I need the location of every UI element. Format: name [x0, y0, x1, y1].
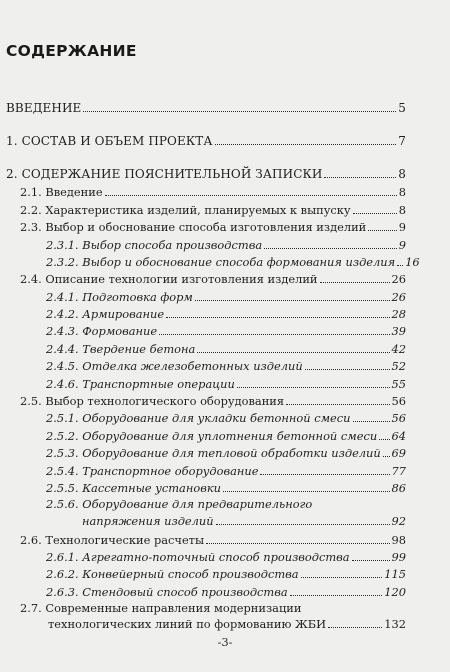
toc-entry-page: 26 [391, 290, 406, 304]
toc-entry-page: 115 [384, 567, 406, 581]
dot-leader [215, 144, 397, 145]
toc-entry-page: 28 [391, 307, 406, 321]
toc-entry-2[interactable] [6, 167, 406, 181]
toc-entry-2-5-2[interactable] [46, 429, 406, 443]
toc-entry-title: 2.4.5. Отделка железобетонных изделий [46, 359, 303, 373]
toc-entry-title: 2.4.2. Армирование [46, 307, 165, 321]
toc-entry-page: 99 [391, 550, 406, 564]
dot-leader [320, 282, 390, 283]
dot-leader [216, 524, 390, 525]
toc-entry-title: 2.3.2. Выбор и обоснование способа формования изделия [46, 255, 396, 269]
dot-leader [195, 300, 390, 301]
dot-leader [368, 230, 396, 231]
toc-entry-2-4-3[interactable] [46, 324, 406, 338]
toc-entry-title: 2.5.4. Транспортное оборудование [46, 464, 259, 478]
toc-entry-title: 2.4.6. Транспортные операции [46, 377, 235, 391]
toc-entry-title: 1. СОСТАВ И ОБЪЕМ ПРОЕКТА [6, 134, 213, 148]
dot-leader [353, 213, 397, 214]
toc-entry-page: 64 [391, 429, 406, 443]
page-number-footer: -3- [217, 635, 233, 649]
toc-entry-title: 2.4. Описание технологии изготовления изделий [20, 272, 318, 286]
dot-leader [328, 627, 382, 628]
toc-entry-2-7-line1[interactable]: 2.7. Современные направления модернизации [20, 601, 302, 615]
toc-entry-title: 2.5.5. Кассетные установки [46, 481, 221, 495]
dot-leader [166, 317, 389, 318]
toc-entry-2-3-2[interactable] [46, 255, 420, 269]
toc-entry-page: 77 [391, 464, 406, 478]
toc-entry-title: ВВЕДЕНИЕ [6, 101, 82, 115]
toc-entry-title: 2.5. Выбор технологического оборудования [20, 394, 285, 408]
dot-leader [264, 248, 397, 249]
toc-entry-2-5-5[interactable] [46, 481, 406, 495]
toc-entry-2-6-3[interactable] [46, 585, 406, 599]
toc-entry-2-5-6[interactable] [82, 514, 406, 528]
dot-leader [352, 560, 390, 561]
toc-entry-2-5-6-line1[interactable]: 2.5.6. Оборудование для предварительного [46, 497, 313, 511]
toc-entry-title: 2.4.3. Формование [46, 324, 158, 338]
toc-entry-2-2[interactable] [20, 203, 406, 217]
toc-entry-title: 2.6. Технологические расчеты [20, 533, 205, 547]
toc-entry-title: 2.2. Характеристика изделий, планируемых к выпуску [20, 203, 351, 217]
dot-leader [383, 456, 390, 457]
toc-entry-title: 2.1. Введение [20, 185, 103, 199]
toc-entry-page: 39 [391, 324, 406, 338]
dot-leader [301, 577, 383, 578]
toc-entry-2-5-4[interactable] [46, 464, 406, 478]
page-heading: СОДЕРЖАНИЕ [6, 42, 137, 60]
toc-entry-2-4-6[interactable] [46, 377, 406, 391]
toc-entry-title: 2.3.1. Выбор способа производства [46, 238, 263, 252]
toc-entry-page: 5 [398, 101, 406, 115]
toc-entry-title: 2.5.2. Оборудование для уплотнения бетонной смеси [46, 429, 378, 443]
toc-entry-page: 26 [391, 272, 406, 286]
toc-entry-page: 52 [391, 359, 406, 373]
toc-entry-title: напряжения изделий [82, 514, 214, 528]
toc-entry-page: 56 [391, 394, 406, 408]
toc-entry-page: 42 [391, 342, 406, 356]
toc-entry-page: 8 [398, 167, 406, 181]
dot-leader [290, 595, 383, 596]
toc-entry-2-5-3[interactable] [46, 446, 406, 460]
toc-entry-2-5-1[interactable] [46, 411, 406, 425]
toc-entry-title: 2.4.1. Подготовка форм [46, 290, 193, 304]
dot-leader [397, 265, 403, 266]
toc-entry-2-6-1[interactable] [46, 550, 406, 564]
toc-entry-title: технологических линий по формованию ЖБИ [48, 617, 327, 631]
toc-entry-page: 86 [391, 481, 406, 495]
toc-entry-page: 120 [384, 585, 406, 599]
toc-entry-title: 2.4.4. Твердение бетона [46, 342, 196, 356]
toc-entry-page: 8 [398, 203, 406, 217]
dot-leader [159, 334, 389, 335]
toc-entry-page: 92 [391, 514, 406, 528]
dot-leader [105, 195, 397, 196]
toc-entry-2-4-2[interactable] [46, 307, 406, 321]
dot-leader [237, 387, 390, 388]
toc-entry-2-4-1[interactable] [46, 290, 406, 304]
toc-entry-2-1[interactable] [20, 185, 406, 199]
toc-entry-1[interactable] [6, 134, 406, 148]
toc-entry-page: 69 [391, 446, 406, 460]
toc-entry-page: 16 [405, 255, 420, 269]
toc-entry-page: 55 [391, 377, 406, 391]
toc-entry-2-6-2[interactable] [46, 567, 406, 581]
toc-entry-page: 56 [391, 411, 406, 425]
toc-entry-page: 9 [398, 220, 406, 234]
toc-entry-page: 8 [398, 185, 406, 199]
dot-leader [324, 177, 396, 178]
dot-leader [305, 369, 390, 370]
toc-entry-title: 2. СОДЕРЖАНИЕ ПОЯСНИТЕЛЬНОЙ ЗАПИСКИ [6, 167, 323, 181]
dot-leader [223, 491, 390, 492]
toc-entry-2-6[interactable] [20, 533, 406, 547]
toc-entry-2-7[interactable] [48, 617, 406, 631]
toc-entry-2-4[interactable] [20, 272, 406, 286]
toc-entry-page: 7 [398, 134, 406, 148]
dot-leader [353, 421, 390, 422]
dot-leader [197, 352, 389, 353]
toc-entry-2-3[interactable] [20, 220, 406, 234]
toc-entry-2-4-5[interactable] [46, 359, 406, 373]
toc-entry-2-5[interactable] [20, 394, 406, 408]
dot-leader [379, 439, 389, 440]
toc-entry-2-4-4[interactable] [46, 342, 406, 356]
dot-leader [260, 474, 389, 475]
toc-entry-title: 2.3. Выбор и обоснование способа изготовления изделий [20, 220, 367, 234]
toc-entry-title: 2.6.3. Стендовый способ производства [46, 585, 288, 599]
toc-entry-2-3-1[interactable] [46, 238, 406, 252]
toc-entry-title: 2.6.1. Агрегатно-поточный способ производства [46, 550, 350, 564]
toc-entry-intro[interactable] [6, 101, 406, 115]
dot-leader [83, 111, 396, 112]
toc-entry-page: 132 [384, 617, 406, 631]
toc-entry-title: 2.6.2. Конвейерный способ производства [46, 567, 299, 581]
toc-entry-title: 2.5.3. Оборудование для тепловой обработки изделий [46, 446, 381, 460]
toc-entry-title: 2.5.1. Оборудование для укладки бетонной смеси [46, 411, 351, 425]
dot-leader [206, 543, 389, 544]
toc-entry-page: 9 [398, 238, 406, 252]
dot-leader [286, 404, 389, 405]
toc-entry-page: 98 [391, 533, 406, 547]
